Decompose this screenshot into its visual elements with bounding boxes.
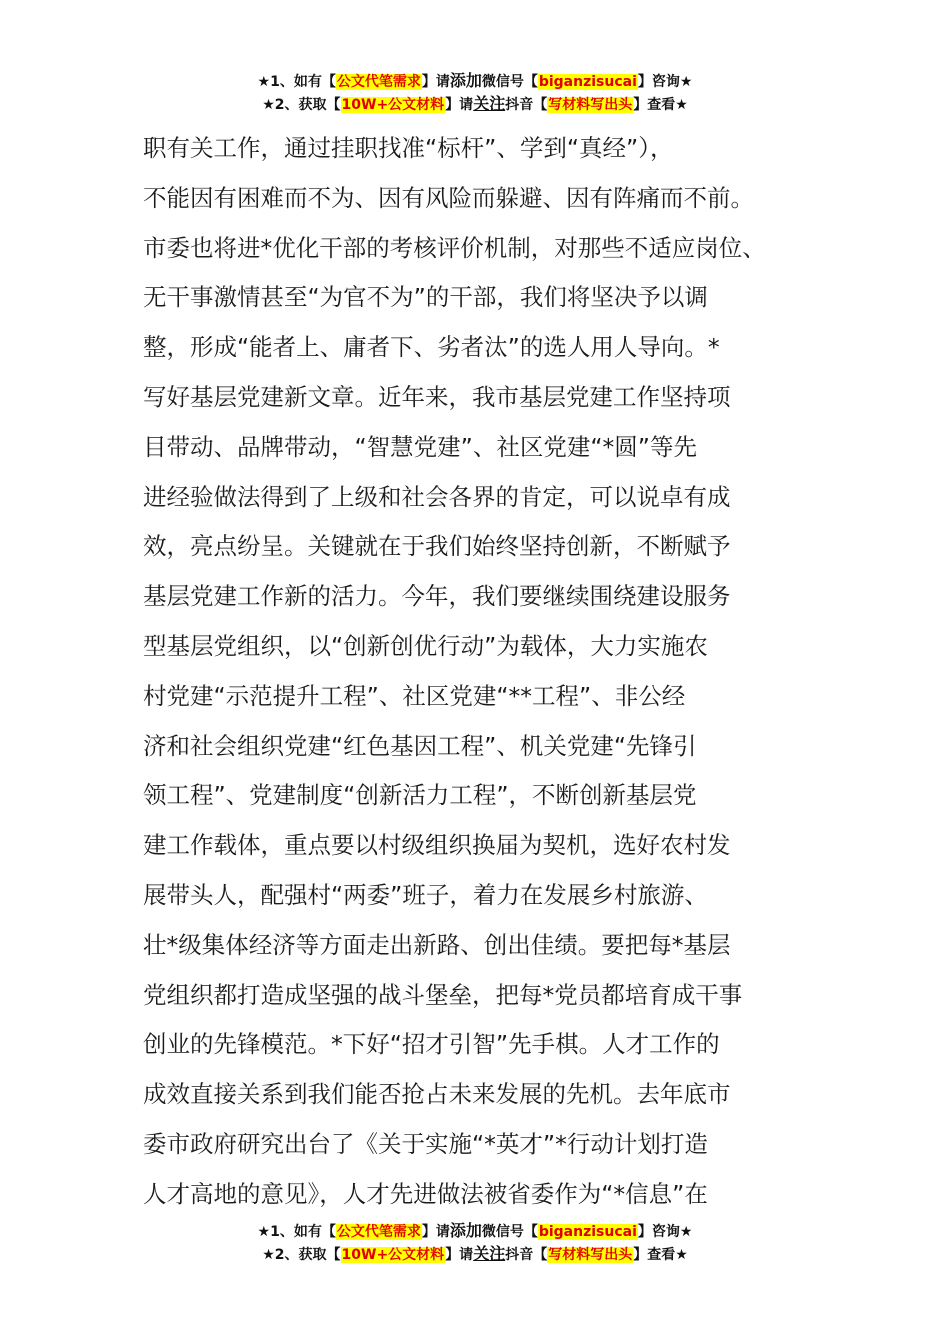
header-text: 】请 [421, 74, 450, 90]
footer-text: 】查看★ [633, 1247, 688, 1263]
header-line-2 [0, 93, 950, 116]
body-line: 写好基层党建新文章。近年来，我市基层党建工作坚持项 [143, 382, 731, 411]
body-line: 目带动、品牌带动，“智慧党建”、社区党建“*圆”等先 [143, 432, 697, 461]
highlight-materials: 10W+公文材料 [341, 1247, 445, 1263]
header-text: 微信号【 [481, 74, 538, 90]
header-text: 】咨询★ [637, 74, 693, 90]
footer-text: 微信号【 [481, 1224, 538, 1240]
body-line: 村党建“示范提升工程”、社区党建“**工程”、非公经 [143, 681, 686, 710]
header-banner [0, 70, 950, 116]
footer-line-1 [0, 1220, 950, 1243]
header-text: ★1、如有【 [257, 74, 336, 90]
body-line: 建工作载体，重点要以村级组织换届为契机，选好农村发 [143, 831, 731, 860]
highlight-douyin: 写材料写出头 [548, 97, 633, 113]
body-line: 型基层党组织，以“创新创优行动”为载体，大力实施农 [143, 631, 708, 660]
body-line: 整，形成“能者上、庸者下、劣者汰”的选人用人导向。* [143, 333, 720, 362]
footer-text: 】请 [421, 1224, 450, 1240]
highlight-wechat-id: biganzisucai [538, 1224, 637, 1240]
body-line: 党组织都打造成坚强的战斗堡垒，把每*党员都培育成干事 [143, 980, 743, 1009]
header-line-1 [0, 70, 950, 93]
footer-text: 】咨询★ [637, 1224, 693, 1240]
body-line: 委市政府研究出台了《关于实施“*英才”*行动计划打造 [143, 1129, 708, 1158]
footer-text: 抖音【 [505, 1247, 548, 1263]
body-line: 人才高地的意见》，人才先进做法被省委作为“*信息”在 [143, 1179, 708, 1208]
footer-banner [0, 1220, 950, 1266]
footer-line-2 [0, 1243, 950, 1266]
highlight-douyin: 写材料写出头 [548, 1247, 633, 1263]
emphasis-follow: 关注 [473, 94, 506, 113]
body-line: 不能因有困难而不为、因有风险而躲避、因有阵痛而不前。 [143, 183, 754, 212]
highlight-wechat-id: biganzisucai [538, 74, 637, 90]
emphasis-add: 添加 [449, 71, 482, 90]
highlight-service: 公文代笔需求 [336, 74, 421, 90]
footer-text: 】请 [445, 1247, 474, 1263]
header-text: 抖音【 [505, 97, 548, 113]
body-line: 效，亮点纷呈。关键就在于我们始终坚持创新，不断赋予 [143, 532, 731, 561]
body-line: 壮*级集体经济等方面走出新路、创出佳绩。要把每*基层 [143, 930, 731, 959]
highlight-service: 公文代笔需求 [336, 1224, 421, 1240]
body-line: 成效直接关系到我们能否抢占未来发展的先机。去年底市 [143, 1080, 731, 1109]
body-line: 无干事激情甚至“为官不为”的干部，我们将坚决予以调 [143, 283, 708, 312]
footer-text: ★2、获取【 [262, 1247, 341, 1263]
body-line: 创业的先锋模范。*下好“招才引智”先手棋。人才工作的 [143, 1030, 720, 1059]
document-body [143, 124, 823, 1220]
body-line: 基层党建工作新的活力。今年，我们要继续围绕建设服务 [143, 582, 731, 611]
emphasis-add: 添加 [449, 1221, 482, 1240]
emphasis-follow: 关注 [473, 1244, 506, 1263]
header-text: 】查看★ [633, 97, 688, 113]
body-line: 领工程”、党建制度“创新活力工程”，不断创新基层党 [143, 781, 697, 810]
header-text: 】请 [445, 97, 474, 113]
body-line: 展带头人，配强村“两委”班子，着力在发展乡村旅游、 [143, 880, 708, 909]
body-line: 市委也将进*优化干部的考核评价机制，对那些不适应岗位、 [143, 233, 766, 262]
footer-text: ★1、如有【 [257, 1224, 336, 1240]
body-line: 进经验做法得到了上级和社会各界的肯定，可以说卓有成 [143, 482, 731, 511]
body-line: 职有关工作，通过挂职找准“标杆”、学到“真经”）， [143, 134, 674, 162]
highlight-materials: 10W+公文材料 [341, 97, 445, 113]
header-text: ★2、获取【 [262, 97, 341, 113]
body-line: 济和社会组织党建“红色基因工程”、机关党建“先锋引 [143, 731, 697, 760]
